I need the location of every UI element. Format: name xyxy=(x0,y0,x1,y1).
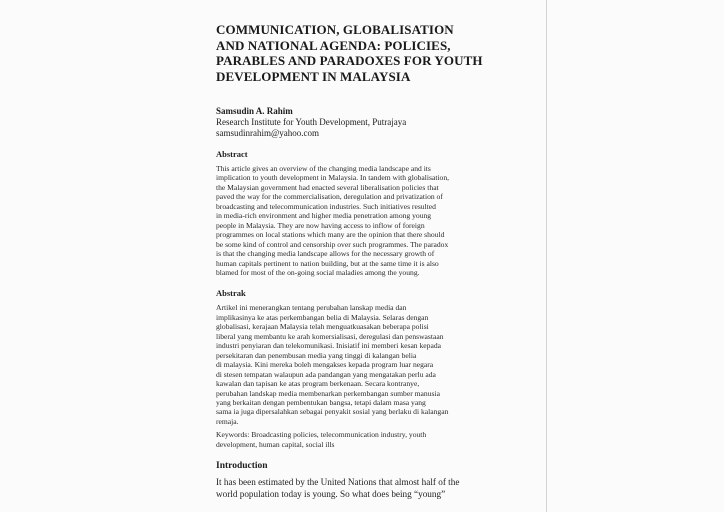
abstrak-line: Artikel ini menerangkan tentang perubahan lanskap media dan xyxy=(216,303,407,313)
abstrak-line: industri penyiaran dan telekomunikasi. Inisiatif ini memberi kesan kepada xyxy=(216,341,442,351)
introduction-body xyxy=(216,477,488,500)
title-line: COMMUNICATION, GLOBALISATION xyxy=(216,22,454,37)
keywords-line: Keywords: Broadcasting policies, telecommunication industry, youth xyxy=(216,430,427,440)
keywords-line: development, human capital, social ills xyxy=(216,439,335,449)
title-line: PARABLES AND PARADOXES FOR YOUTH xyxy=(216,53,483,68)
title-line: DEVELOPMENT IN MALAYSIA xyxy=(216,68,411,84)
abstract-line: implication to youth development in Malaysia. In tandem with globalisation, xyxy=(216,173,450,183)
abstract-line: This article gives an overview of the changing media landscape and its xyxy=(216,164,431,173)
abstract-line: the Malaysian government had enacted several liberalisation policies that xyxy=(216,182,439,192)
abstrak-line: di malaysia. Kini mereka boleh mengakses kepada program luar negara xyxy=(216,360,434,370)
abstrak-heading: Abstrak xyxy=(216,288,246,299)
title-line: AND NATIONAL AGENDA: POLICIES, xyxy=(216,37,451,53)
keywords xyxy=(216,430,488,449)
abstrak-line: persekitaran dan penembusan media yang tinggi di kalangan belia xyxy=(216,350,417,360)
abstract-line: people in Malaysia. They are now having access to inflow of foreign xyxy=(216,220,425,230)
author-affiliation: Research Institute for Youth Development, Putrajaya xyxy=(216,117,407,127)
author-name: Samsudin A. Rahim xyxy=(216,106,293,116)
abstract-line: in media-rich environment and higher media penetration among young xyxy=(216,211,432,221)
abstrak-line: globalisasi, kerajaan Malaysia telah menguatkuasakan beberapa polisi xyxy=(216,322,429,332)
abstrak-line: perubahan landskap media membenarkan perkembangan sumber manusia xyxy=(216,388,440,398)
author-email: samsudinrahim@yahoo.com xyxy=(216,128,320,138)
article xyxy=(216,22,488,500)
abstrak-line: yang berkaitan dengan pembentukan bangsa, tetapi dalam masa yang xyxy=(216,397,426,407)
abstract-line: paved the way for the commercialisation, deregulation and privatization of xyxy=(216,192,443,202)
abstrak-body xyxy=(216,303,488,426)
abstract-line: is that the changing media landscape allows for the necessary growth of xyxy=(216,249,435,259)
abstract-line: blamed for most of the on-going social maladies among the young. xyxy=(216,267,420,277)
abstrak-line: di stesen tempatan walaupun ada pandangan yang mengatakan perlu ada xyxy=(216,369,436,379)
abstract-line: human capitals pertinent to nation building, but at the same time it is also xyxy=(216,258,439,268)
abstract-line: programmes on local stations which many are the opinion that there should xyxy=(216,230,445,240)
introduction-line: world population today is young. So what does being “young” xyxy=(216,488,446,499)
abstrak-line: kawalan dan tapisan ke atas program berkenaan. Secara kontranye, xyxy=(216,379,420,389)
introduction-heading: Introduction xyxy=(216,461,268,472)
page-edge-divider xyxy=(546,0,547,512)
introduction-line: It has been estimated by the United Nations that almost half of the xyxy=(216,477,460,488)
abstract-line: be some kind of control and censorship over such programmes. The paradox xyxy=(216,239,449,249)
abstract-body xyxy=(216,164,488,277)
abstrak-line: implikasinya ke atas perkembangan belia di Malaysia. Selaras dengan xyxy=(216,312,429,322)
abstract-line: broadcasting and telecommunication industries. Such initiatives resulted xyxy=(216,201,436,211)
article-title xyxy=(216,22,488,84)
abstrak-line: liberal yang membantu ke arah komersialisasi, deregulasi dan penswastaan xyxy=(216,331,444,341)
abstrak-line: remaja. xyxy=(216,416,239,426)
abstract-heading: Abstract xyxy=(216,149,248,159)
abstrak-line: sama ia juga dipersalahkan sebagai penyakit sosial yang berlaku di kalangan xyxy=(216,407,449,417)
